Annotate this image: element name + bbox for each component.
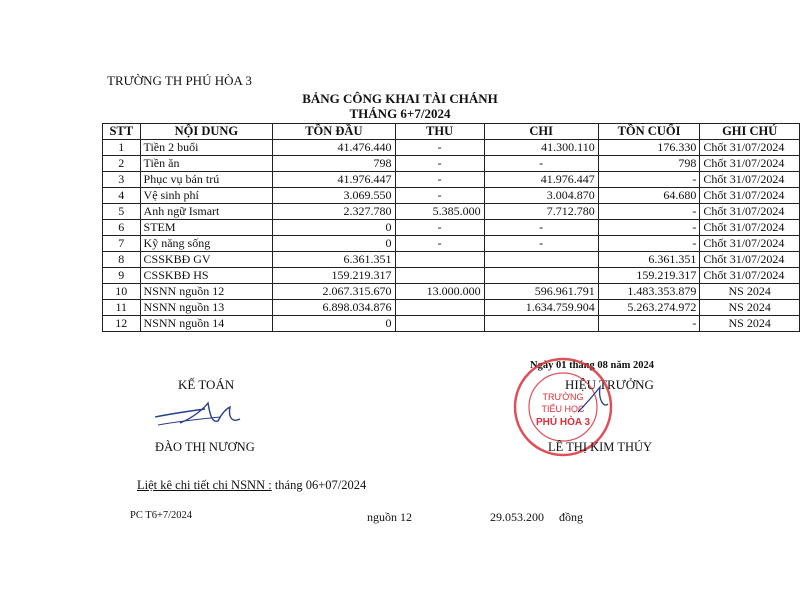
cell-ghi-chu: Chốt 31/07/2024 <box>700 252 800 268</box>
cell-ton-cuoi: 159.219.317 <box>598 268 700 284</box>
cell-ghi-chu: Chốt 31/07/2024 <box>700 188 800 204</box>
cell-noi-dung: CSSKBĐ HS <box>140 268 273 284</box>
table-header-row <box>103 124 800 140</box>
principal-name: LÊ THỊ KIM THÚY <box>548 440 653 454</box>
col-noi-dung: NỘI DUNG <box>140 124 273 140</box>
cell-stt: 10 <box>103 284 141 300</box>
cell-chi <box>484 316 598 332</box>
cell-stt: 5 <box>103 204 141 220</box>
table-row <box>103 220 800 236</box>
signature-date: Ngày 01 tháng 08 năm 2024 <box>530 360 654 371</box>
cell-ghi-chu: Chốt 31/07/2024 <box>700 140 800 156</box>
principal-role: HIỆU TRƯỞNG <box>565 377 654 392</box>
col-ghi-chu: GHI CHÚ <box>700 124 800 140</box>
cell-noi-dung: NSNN nguồn 14 <box>140 316 273 332</box>
cell-ghi-chu: Chốt 31/07/2024 <box>700 172 800 188</box>
cell-thu: 5.385.000 <box>395 204 484 220</box>
seal-line-2: TIỂU HỌC <box>541 404 585 414</box>
cell-thu: - <box>395 172 484 188</box>
cell-noi-dung: NSNN nguồn 13 <box>140 300 273 316</box>
cell-noi-dung: Phục vụ bán trú <box>140 172 273 188</box>
cell-ghi-chu: Chốt 31/07/2024 <box>700 220 800 236</box>
cell-thu: 13.000.000 <box>395 284 484 300</box>
cell-stt: 9 <box>103 268 141 284</box>
cell-noi-dung: CSSKBĐ GV <box>140 252 273 268</box>
table-row <box>103 284 800 300</box>
cell-thu <box>395 252 484 268</box>
table-row <box>103 204 800 220</box>
cell-ton-dau: 2.327.780 <box>273 204 395 220</box>
cell-ton-dau: 6.361.351 <box>273 252 395 268</box>
table-row <box>103 156 800 172</box>
cell-ton-cuoi: 64.680 <box>598 188 700 204</box>
cell-chi: - <box>484 156 598 172</box>
col-ton-cuoi: TỒN CUỐI <box>598 124 700 140</box>
cell-ghi-chu: NS 2024 <box>700 300 800 316</box>
school-name: TRƯỜNG TH PHÚ HÒA 3 <box>107 73 252 88</box>
detail-period: tháng 06+07/2024 <box>274 478 367 492</box>
cell-stt: 3 <box>103 172 141 188</box>
cell-stt: 4 <box>103 188 141 204</box>
seal-line-1: TRƯỜNG <box>542 392 584 402</box>
cell-noi-dung: Vệ sinh phí <box>140 188 273 204</box>
table-row <box>103 188 800 204</box>
cell-thu: - <box>395 140 484 156</box>
cell-ton-cuoi: - <box>598 172 700 188</box>
table-row <box>103 236 800 252</box>
cell-ghi-chu: Chốt 31/07/2024 <box>700 204 800 220</box>
cell-noi-dung: Kỹ năng sống <box>140 236 273 252</box>
cell-ton-cuoi: 798 <box>598 156 700 172</box>
detail-pc: PC T6+7/2024 <box>130 510 193 521</box>
cell-ton-dau: 159.219.317 <box>273 268 395 284</box>
col-chi: CHI <box>484 124 598 140</box>
cell-chi <box>484 252 598 268</box>
cell-ton-cuoi: 6.361.351 <box>598 252 700 268</box>
cell-ghi-chu: Chốt 31/07/2024 <box>700 236 800 252</box>
cell-ton-cuoi: - <box>598 204 700 220</box>
cell-stt: 12 <box>103 316 141 332</box>
cell-ton-dau: 0 <box>273 236 395 252</box>
cell-thu <box>395 316 484 332</box>
cell-chi <box>484 268 598 284</box>
cell-ghi-chu: NS 2024 <box>700 316 800 332</box>
cell-thu: - <box>395 236 484 252</box>
cell-stt: 11 <box>103 300 141 316</box>
cell-chi: - <box>484 236 598 252</box>
cell-ton-cuoi: - <box>598 316 700 332</box>
cell-ton-cuoi: - <box>598 220 700 236</box>
cell-ton-dau: 2.067.315.670 <box>273 284 395 300</box>
document-title: BẢNG CÔNG KHAI TÀI CHÁNH <box>302 91 498 106</box>
cell-noi-dung: Anh ngữ Ismart <box>140 204 273 220</box>
col-ton-dau: TỒN ĐẦU <box>273 124 395 140</box>
cell-chi: 41.300.110 <box>484 140 598 156</box>
col-stt: STT <box>103 124 141 140</box>
cell-noi-dung: Tiền 2 buổi <box>140 140 273 156</box>
cell-ghi-chu: Chốt 31/07/2024 <box>700 156 800 172</box>
cell-ton-cuoi: 1.483.353.879 <box>598 284 700 300</box>
cell-ton-cuoi: 176.330 <box>598 140 700 156</box>
cell-chi: - <box>484 220 598 236</box>
cell-ton-dau: 0 <box>273 220 395 236</box>
cell-chi: 41.976.447 <box>484 172 598 188</box>
cell-ton-dau: 0 <box>273 316 395 332</box>
cell-ghi-chu: NS 2024 <box>700 284 800 300</box>
cell-noi-dung: STEM <box>140 220 273 236</box>
cell-noi-dung: Tiền ăn <box>140 156 273 172</box>
document-subtitle: THÁNG 6+7/2024 <box>349 106 451 121</box>
seal-line-3: PHÚ HÒA 3 <box>535 417 591 428</box>
cell-stt: 7 <box>103 236 141 252</box>
cell-thu: - <box>395 156 484 172</box>
cell-chi: 596.961.791 <box>484 284 598 300</box>
cell-stt: 2 <box>103 156 141 172</box>
cell-thu <box>395 268 484 284</box>
cell-thu: - <box>395 220 484 236</box>
accountant-signature-icon <box>150 395 250 435</box>
cell-ton-dau: 798 <box>273 156 395 172</box>
table-row <box>103 252 800 268</box>
cell-stt: 8 <box>103 252 141 268</box>
cell-stt: 6 <box>103 220 141 236</box>
cell-ton-dau: 41.476.440 <box>273 140 395 156</box>
cell-chi: 3.004.870 <box>484 188 598 204</box>
cell-chi: 1.634.759.904 <box>484 300 598 316</box>
detail-label: Liệt kê chi tiết chi NSNN : <box>137 478 272 492</box>
cell-noi-dung: NSNN nguồn 12 <box>140 284 273 300</box>
table-row <box>103 316 800 332</box>
table-row <box>103 140 800 156</box>
detail-unit: đồng <box>559 510 583 524</box>
accountant-role: KẾ TOÁN <box>178 377 235 392</box>
detail-source: nguồn 12 <box>367 510 412 524</box>
detail-line <box>137 478 366 493</box>
table-row <box>103 300 800 316</box>
cell-thu: - <box>395 188 484 204</box>
cell-ton-dau: 6.898.034.876 <box>273 300 395 316</box>
cell-chi: 7.712.780 <box>484 204 598 220</box>
cell-ton-cuoi: - <box>598 236 700 252</box>
finance-table <box>102 123 800 332</box>
table-row <box>103 268 800 284</box>
cell-ton-dau: 41.976.447 <box>273 172 395 188</box>
accountant-name: ĐÀO THỊ NƯƠNG <box>155 440 255 454</box>
cell-ton-dau: 3.069.550 <box>273 188 395 204</box>
table-row <box>103 172 800 188</box>
cell-thu <box>395 300 484 316</box>
col-thu: THU <box>395 124 484 140</box>
detail-amount: 29.053.200 <box>490 510 544 524</box>
cell-ghi-chu: Chốt 31/07/2024 <box>700 268 800 284</box>
cell-stt: 1 <box>103 140 141 156</box>
cell-ton-cuoi: 5.263.274.972 <box>598 300 700 316</box>
detail-amount-wrap <box>490 510 583 525</box>
